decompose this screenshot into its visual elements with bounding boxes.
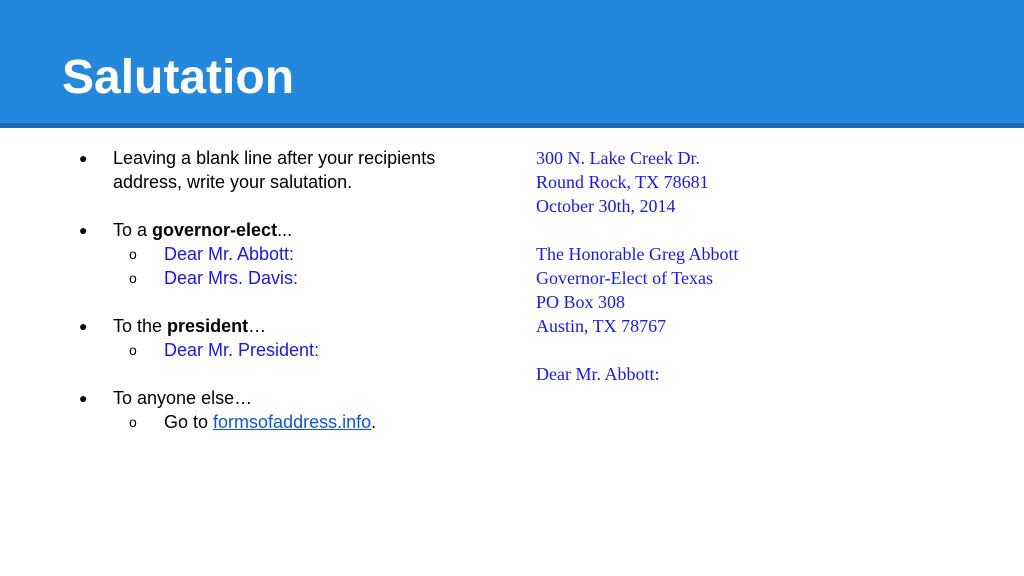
recipient-title: Governor-Elect of Texas bbox=[536, 268, 713, 288]
bullet-list bbox=[0, 146, 520, 434]
blank-line bbox=[536, 338, 976, 362]
sub-bullet-item bbox=[0, 242, 520, 266]
title-bar-rule bbox=[0, 123, 1024, 128]
bullet-text bbox=[113, 314, 266, 338]
bullet-text: address, write your salutation. bbox=[113, 172, 353, 192]
sub-bullet-item bbox=[0, 338, 520, 362]
sub-bullet-circle: o bbox=[129, 414, 137, 430]
bullet-prefix: To a bbox=[113, 220, 153, 240]
letter-date: October 30th, 2014 bbox=[536, 196, 676, 216]
letter-salutation: Dear Mr. Abbott: bbox=[536, 364, 660, 384]
bullet-item-1-line-1 bbox=[0, 146, 520, 170]
letter-example bbox=[536, 146, 976, 386]
link-prefix: Go to bbox=[164, 412, 214, 432]
bullet-text: Leaving a blank line after your recipients bbox=[113, 148, 436, 168]
bullet-dot: ● bbox=[79, 390, 88, 406]
sub-bullet-item bbox=[0, 410, 520, 434]
bullet-dot: ● bbox=[79, 222, 88, 238]
bullet-suffix: … bbox=[248, 316, 267, 336]
sub-bullet-item bbox=[0, 266, 520, 290]
bullet-item-2 bbox=[0, 218, 520, 242]
bullet-item-3 bbox=[0, 314, 520, 338]
sender-city: Round Rock, TX 78681 bbox=[536, 172, 709, 192]
recipient-po-box: PO Box 308 bbox=[536, 292, 626, 312]
bullet-item-4 bbox=[0, 386, 520, 410]
sub-bullet-circle: o bbox=[129, 246, 137, 262]
sender-street: 300 N. Lake Creek Dr. bbox=[536, 148, 700, 168]
sub-bullet-circle: o bbox=[129, 342, 137, 358]
salutation-example: Dear Mr. Abbott: bbox=[164, 244, 295, 264]
recipient-name: The Honorable Greg Abbott bbox=[536, 244, 739, 264]
bullet-dot: ● bbox=[79, 318, 88, 334]
formsofaddress-link[interactable]: formsofaddress.info bbox=[213, 412, 372, 432]
bullet-item-1-line-2 bbox=[0, 170, 520, 194]
salutation-example: Dear Mr. President: bbox=[164, 340, 320, 360]
bullet-prefix: To the bbox=[113, 316, 168, 336]
blank-line bbox=[0, 290, 520, 314]
bullet-suffix: ... bbox=[277, 220, 293, 240]
slide-title: Salutation bbox=[62, 51, 295, 104]
recipient-city: Austin, TX 78767 bbox=[536, 316, 667, 336]
blank-line bbox=[536, 218, 976, 242]
bullet-text: To anyone else… bbox=[113, 388, 253, 408]
blank-line bbox=[0, 194, 520, 218]
bullet-dot: ● bbox=[79, 150, 88, 166]
bullet-bold-term: governor-elect bbox=[152, 220, 278, 240]
link-suffix: . bbox=[371, 412, 377, 432]
salutation-example: Dear Mrs. Davis: bbox=[164, 268, 299, 288]
sub-bullet-circle: o bbox=[129, 270, 137, 286]
bullet-text bbox=[113, 218, 292, 242]
bullet-text bbox=[164, 410, 376, 434]
bullet-bold-term: president bbox=[167, 316, 249, 336]
blank-line bbox=[0, 362, 520, 386]
